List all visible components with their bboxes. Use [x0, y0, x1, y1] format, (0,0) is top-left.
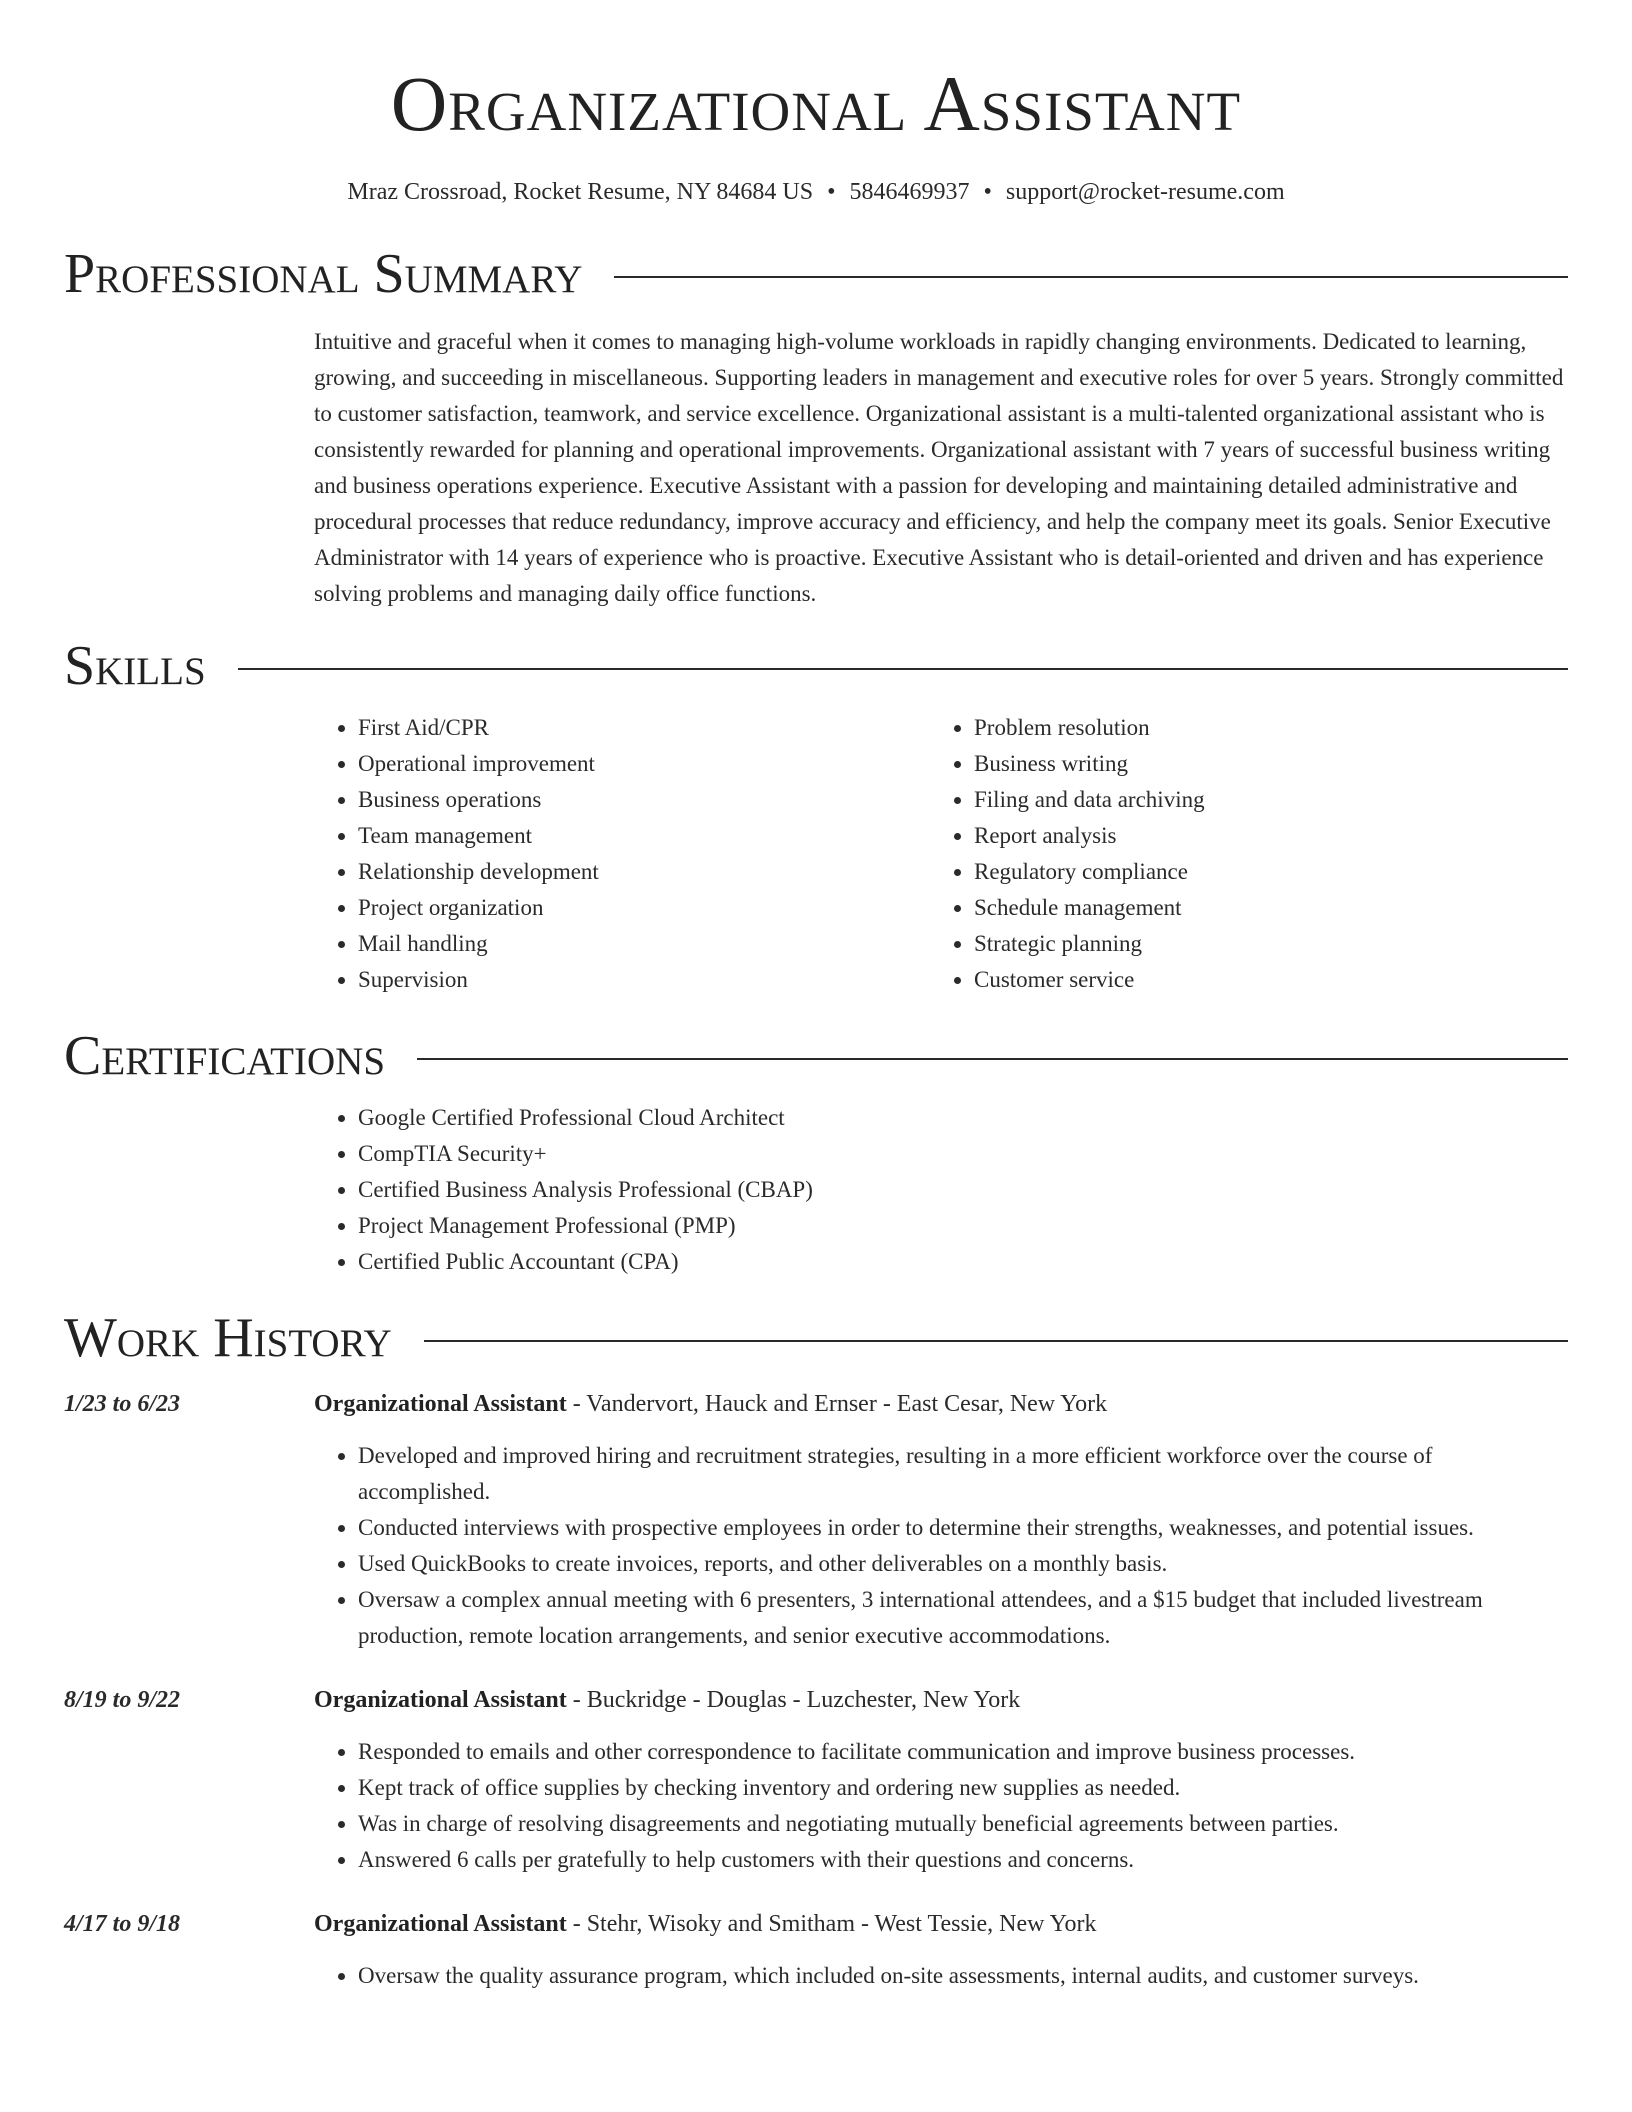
job-role: Organizational Assistant [314, 1687, 567, 1713]
certification-item: • Certified Business Analysis Professional (CBAP) [358, 1172, 1568, 1208]
resume-name: Organizational Assistant [390, 60, 1242, 147]
summary-text: Intuitive and graceful when it comes to managing high-volume workloads in rapidly changing environments. Dedicated to learning, growing, and succeeding in miscellaneous. Supporting leaders in management and executive roles for over 5 years. Strongly committed to customer satisfaction, teamwork, and service excellence. Organizational assistant is a multi-talented organizational assistant who is consistently rewarded for planning and operational improvements. Organizational assistant with 7 years of successful business writing and business operations experience. Executive Assistant with a passion for developing and maintaining detailed administrative and procedural processes that reduce redundancy, improve accuracy and efficiency, and help the company meet its goals. Senior Executive Administrator with 14 years of experience who is proactive. Executive Assistant who is detail-oriented and driven and has experience solving problems and managing daily office functions. [314, 329, 1564, 606]
contact-phone: 5846469937 [849, 179, 970, 205]
certification-item: • Google Certified Professional Cloud Architect [358, 1100, 1568, 1136]
contact-separator: • [827, 179, 836, 205]
job-title-line [314, 1682, 1568, 1718]
job-employer-location: - Buckridge - Douglas - Luzchester, New York [566, 1687, 1021, 1713]
summary-section-header [64, 242, 1568, 306]
job-dates: 8/19 to 9/22 [64, 1687, 181, 1713]
summary-section-title: Professional Summary [64, 243, 583, 305]
contact-line [64, 176, 1568, 208]
certification-item: • Certified Public Accountant (CPA) [358, 1244, 1568, 1280]
job-bullet: • Kept track of office supplies by checking inventory and ordering new supplies as needed. [358, 1770, 1568, 1806]
section-divider [417, 1058, 1568, 1060]
contact-email: support@rocket-resume.com [1005, 179, 1285, 205]
skill-item: • Supervision [358, 962, 930, 998]
job-bullets [314, 1438, 1568, 1654]
skill-item: • Filing and data archiving [974, 782, 1546, 818]
skills-section-title: Skills [64, 635, 206, 697]
resume-page [64, 0, 1568, 1994]
skill-item: • Project organization [358, 890, 930, 926]
job-title-line [314, 1906, 1568, 1942]
job-bullet: • Answered 6 calls per gratefully to help customers with their questions and concerns. [358, 1842, 1568, 1878]
skill-item: • Team management [358, 818, 930, 854]
job-bullet: • Conducted interviews with prospective employees in order to determine their strengths, weaknesses, and potential issues. [358, 1510, 1568, 1546]
summary-body [314, 324, 1568, 612]
skill-item: • Report analysis [974, 818, 1546, 854]
certification-item: • CompTIA Security+ [358, 1136, 1568, 1172]
job-bullets [314, 1958, 1568, 1994]
job-bullets [314, 1734, 1568, 1878]
contact-address: Mraz Crossroad, Rocket Resume, NY 84684 US [347, 179, 814, 205]
skill-item: • Customer service [974, 962, 1546, 998]
skill-item: • Relationship development [358, 854, 930, 890]
skill-item: • Regulatory compliance [974, 854, 1546, 890]
job-detail [314, 1682, 1568, 1878]
skill-item: • Business writing [974, 746, 1546, 782]
certifications-list [314, 1100, 1568, 1280]
job-dates: 1/23 to 6/23 [64, 1391, 181, 1417]
certifications-section-title: Certifications [64, 1025, 386, 1087]
job-employer-location: - Stehr, Wisoky and Smitham - West Tessie, New York [566, 1911, 1097, 1937]
skills-section-header [64, 634, 1568, 698]
section-divider [238, 668, 1568, 670]
skill-item: • Strategic planning [974, 926, 1546, 962]
skills-column-right [930, 710, 1546, 998]
job-title-line [314, 1386, 1568, 1422]
job-entry [64, 1682, 1568, 1878]
certifications-section-header [64, 1024, 1568, 1088]
certification-item: • Project Management Professional (PMP) [358, 1208, 1568, 1244]
job-dates: 4/17 to 9/18 [64, 1911, 181, 1937]
job-bullet: • Oversaw the quality assurance program, which included on-site assessments, internal audits, and customer surveys. [358, 1958, 1568, 1994]
skill-item: • First Aid/CPR [358, 710, 930, 746]
job-role: Organizational Assistant [314, 1391, 567, 1417]
job-role: Organizational Assistant [314, 1911, 567, 1937]
work-section-header [64, 1306, 1568, 1370]
skill-item: • Problem resolution [974, 710, 1546, 746]
skills-list [314, 710, 1568, 998]
job-bullet: • Was in charge of resolving disagreements and negotiating mutually beneficial agreements between parties. [358, 1806, 1568, 1842]
job-detail [314, 1386, 1568, 1654]
job-entry [64, 1906, 1568, 1994]
work-history-list [64, 1386, 1568, 1994]
skill-item: • Business operations [358, 782, 930, 818]
job-bullet: • Oversaw a complex annual meeting with 6 presenters, 3 international attendees, and a $15 budget that included livestream production, remote location arrangements, and senior executive accommodations. [358, 1582, 1568, 1654]
job-bullet: • Used QuickBooks to create invoices, reports, and other deliverables on a monthly basis. [358, 1546, 1568, 1582]
section-divider [424, 1340, 1568, 1342]
skills-column-left [314, 710, 930, 998]
skill-item: • Mail handling [358, 926, 930, 962]
job-detail [314, 1906, 1568, 1994]
job-bullet: • Responded to emails and other correspondence to facilitate communication and improve business processes. [358, 1734, 1568, 1770]
contact-separator: • [983, 179, 992, 205]
skill-item: • Operational improvement [358, 746, 930, 782]
skill-item: • Schedule management [974, 890, 1546, 926]
work-section-title: Work History [64, 1307, 392, 1369]
job-employer-location: - Vandervort, Hauck and Ernser - East Cesar, New York [566, 1391, 1108, 1417]
job-bullet: • Developed and improved hiring and recruitment strategies, resulting in a more efficient workforce over the course of accomplished. [358, 1438, 1568, 1510]
job-entry [64, 1386, 1568, 1654]
section-divider [614, 276, 1568, 278]
